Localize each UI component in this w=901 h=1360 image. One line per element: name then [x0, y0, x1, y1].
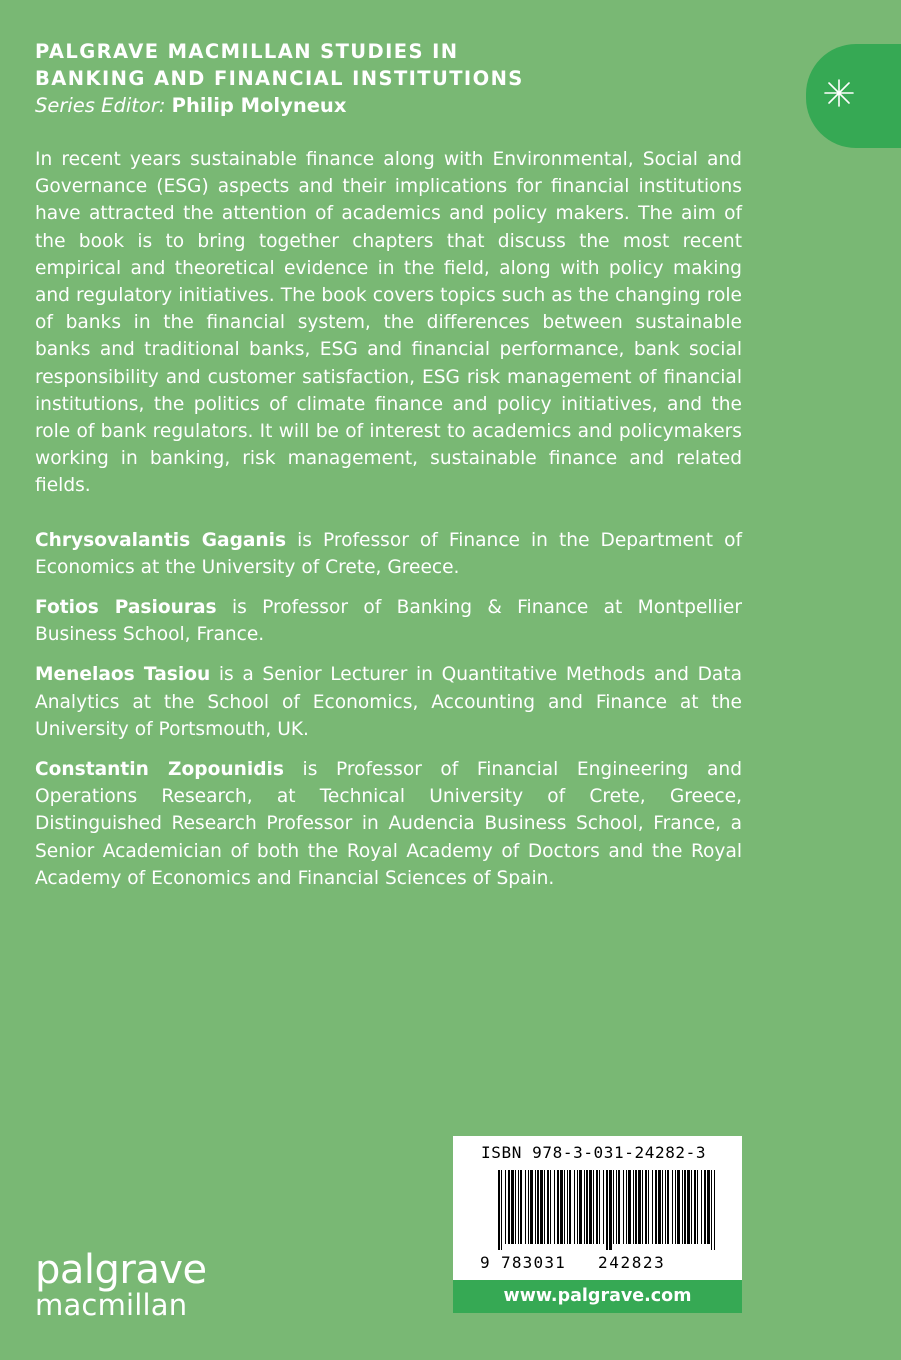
barcode-bar [616, 1170, 617, 1244]
barcode-bar [569, 1170, 571, 1244]
barcode-bar [515, 1170, 516, 1244]
barcode-bar [550, 1170, 551, 1244]
barcode-bar [618, 1170, 620, 1244]
back-cover-text [35, 146, 742, 905]
barcode-bar [606, 1170, 608, 1250]
barcode-bar [508, 1170, 510, 1244]
barcode-bar [609, 1170, 612, 1250]
barcode-bar [564, 1170, 565, 1244]
isbn-text: ISBN 978-3-031-24282-3 [481, 1143, 707, 1162]
barcode-bar [528, 1170, 529, 1244]
barcode-bar [707, 1170, 710, 1244]
palgrave-star-icon [822, 78, 856, 108]
author-name: Chrysovalantis Gaganis [35, 529, 287, 551]
logo-macmillan: macmillan [35, 1288, 188, 1322]
barcode-bar [505, 1170, 506, 1244]
barcode-bar [648, 1170, 649, 1244]
barcode-bar [537, 1170, 539, 1244]
barcode-bar [498, 1170, 500, 1250]
author-description: is a Senior Lecturer in Quantitative Methods and Data Analytics at the School of Economics, Accounting and Finance at the University of Portsmouth, UK. [35, 664, 742, 740]
barcode-bar [711, 1170, 712, 1250]
series-editor [35, 92, 735, 119]
series-title-line1: PALGRAVE MACMILLAN STUDIES IN [35, 40, 459, 63]
author-description: is Professor of Banking & Finance at Montpellier Business School, France. [35, 597, 742, 646]
barcode-bar [530, 1170, 533, 1244]
barcode-bar [665, 1170, 666, 1244]
barcode-bar [518, 1170, 519, 1244]
series-editor-role: Series Editor: [35, 94, 166, 117]
barcode-bar [567, 1170, 568, 1244]
barcode-bar [525, 1170, 526, 1244]
barcode-bar [645, 1170, 647, 1244]
author-bio [35, 527, 742, 581]
barcode-bar [557, 1170, 559, 1244]
barcode-bar [593, 1170, 594, 1244]
barcode-bar [584, 1170, 585, 1244]
barcode-bar [599, 1170, 600, 1244]
barcode-bar [520, 1170, 522, 1244]
barcode-bar [697, 1170, 698, 1244]
author-description: is Professor of Financial Engineering and Operations Research, at Technical University of Crete, Greece, Distinguished Research Professor in Audencia Business School, France, a Senior Academician of both the Royal Academy of Doctors and the Royal Academy of Economics and Financial Sciences of Spain. [35, 759, 742, 889]
barcode-bar [677, 1170, 680, 1244]
author-bio [35, 756, 742, 892]
author-bio [35, 594, 742, 648]
author-name: Fotios Pasiouras [35, 597, 217, 619]
barcode-bar [638, 1170, 641, 1244]
barcode-bar [511, 1170, 514, 1244]
barcode-bar [589, 1170, 592, 1244]
barcode-bar [667, 1170, 669, 1244]
barcode-bar [633, 1170, 634, 1244]
barcode-digits-right: 242823 [598, 1253, 666, 1272]
barcode-bar [642, 1170, 643, 1244]
author-name: Constantin Zopounidis [35, 759, 284, 781]
barcode-bar [687, 1170, 690, 1244]
website-url: www.palgrave.com [453, 1280, 742, 1313]
barcode-bar [652, 1170, 653, 1244]
barcode-bar [694, 1170, 696, 1244]
barcode-bar [586, 1170, 588, 1244]
barcode-bar [672, 1170, 673, 1244]
series-editor-name: Philip Molyneux [171, 94, 347, 117]
barcode-bar [554, 1170, 555, 1244]
barcode-bar [684, 1170, 686, 1244]
barcode-bar [540, 1170, 543, 1244]
barcode-bar [613, 1170, 614, 1244]
barcode-bar [628, 1170, 631, 1244]
barcode-bar [560, 1170, 563, 1244]
barcode-bar [501, 1170, 502, 1250]
barcode-bar [603, 1170, 604, 1244]
isbn-barcode [453, 1136, 742, 1280]
author-name: Menelaos Tasiou [35, 664, 211, 686]
barcode-bar [544, 1170, 545, 1244]
barcode-bar [577, 1170, 578, 1244]
palgrave-macmillan-logo [35, 1247, 207, 1322]
barcode-bar [635, 1170, 637, 1244]
barcode-bar [675, 1170, 676, 1244]
barcode-bar [691, 1170, 692, 1244]
barcode-bar [547, 1170, 549, 1244]
barcode-bar [714, 1170, 715, 1250]
series-title-line2: BANKING AND FINANCIAL INSTITUTIONS [35, 67, 524, 90]
barcode-bar [579, 1170, 582, 1244]
series-header [35, 38, 735, 119]
author-description: is Professor of Finance in the Department of Economics at the University of Crete, Greece. [35, 529, 742, 578]
barcode-bar [623, 1170, 624, 1244]
barcode-bar [658, 1170, 661, 1244]
barcode-bar [662, 1170, 663, 1244]
barcode-bar [596, 1170, 598, 1244]
barcode-bar [626, 1170, 627, 1244]
author-bio [35, 661, 742, 743]
barcode-digits-left: 783031 [501, 1253, 566, 1272]
barcode-digit-first: 9 [480, 1253, 490, 1272]
barcode-bars [453, 1166, 742, 1252]
book-blurb: In recent years sustainable finance along with Environmental, Social and Governance (ESG) aspects and their implications for financial institutions have attracted the attention of academics and policy makers. The aim of the book is to bring together chapters that discuss the most recent empirical and theoretical evidence in the field, along with policy making and regulatory initiatives. The book covers topics such as the changing role of banks in the financial system, the differences between sustainable banks and traditional banks, ESG and financial performance, bank social responsibility and customer satisfaction, ESG risk management of financial institutions, the politics of climate finance and policy initiatives, and the role of bank regulators. It will be of interest to academics and policymakers working in banking, risk management, sustainable finance and related fields. [35, 149, 742, 497]
palgrave-tab [806, 44, 901, 148]
barcode-bar [701, 1170, 702, 1244]
barcode-bar [535, 1170, 536, 1244]
barcode-bar [682, 1170, 683, 1244]
logo-palgrave: palgrave [35, 1247, 207, 1293]
barcode-bar [704, 1170, 706, 1244]
barcode-bar [655, 1170, 657, 1244]
barcode-bar [574, 1170, 575, 1244]
